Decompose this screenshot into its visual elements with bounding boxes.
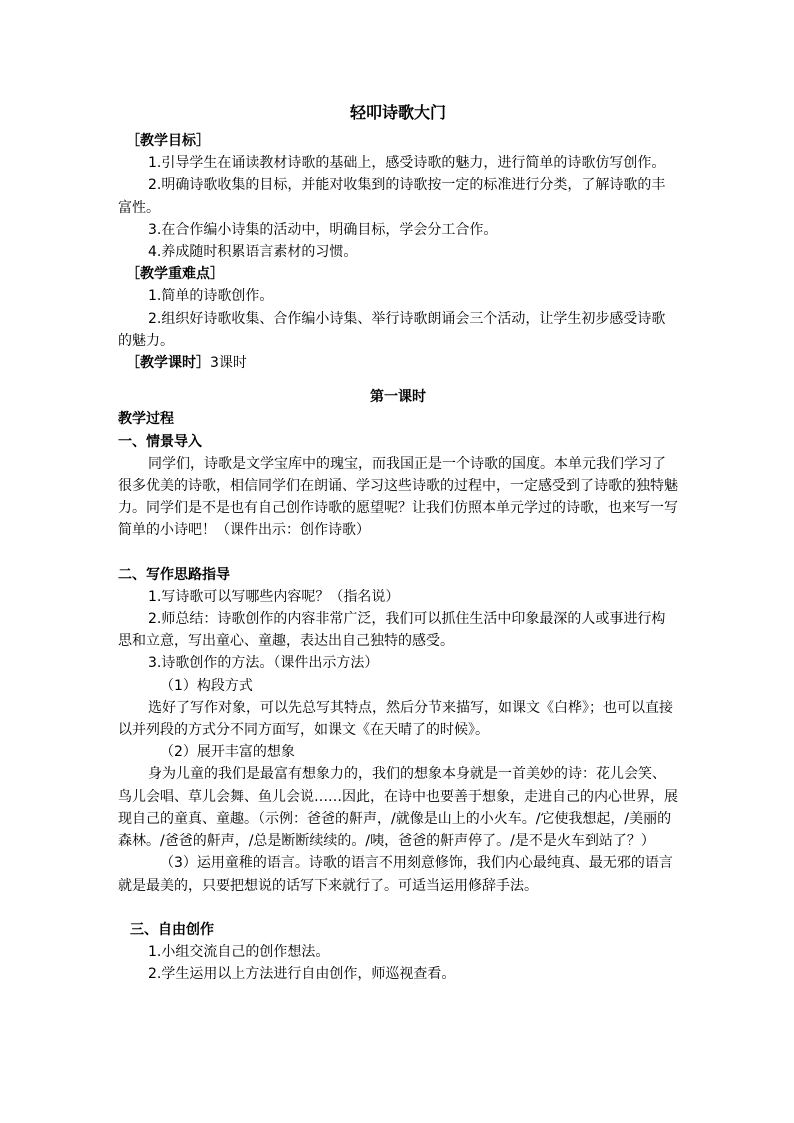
document-body: [118, 100, 678, 985]
objectives-heading: ［教学目标］: [126, 133, 210, 149]
method3-text: （3）运用童稚的语言。诗歌的语言不用刻意修饰，我们内心最纯真、最无邪的语言就是最美的，只要把想说的话写下来就行了。可适当运用修辞手法。: [118, 855, 673, 894]
section1-text: 同学们，诗歌是文学宝库中的瑰宝，而我国正是一个诗歌的国度。本单元我们学习了很多优美的诗歌，相信同学们在朗诵、学习这些诗歌的过程中，一定感受到了诗歌的独特魅力。同学们是不是也有自己创作诗歌的愿望呢？让我们仿照本单元学过的诗歌，也来写一写简单的小诗吧！（课件出示：创作诗歌）: [118, 455, 678, 539]
spacer: [118, 897, 678, 919]
hours-line: [118, 352, 678, 374]
lesson-title: 第一课时: [370, 389, 426, 406]
keypoint-item: 2.组织好诗歌收集、合作编小诗集、举行诗歌朗诵会三个活动，让学生初步感受诗歌的魅力。: [118, 310, 666, 349]
section2-q3: 3.诗歌创作的方法。（课件出示方法）: [148, 655, 379, 672]
section2-heading: 二、写作思路指导: [118, 566, 230, 583]
keypoints-heading: ［教学重难点］: [126, 266, 224, 283]
section3-item: 1.小组交流自己的创作想法。: [148, 943, 330, 960]
spacer: [118, 374, 678, 386]
method2-title: （2）展开丰富的想象: [160, 744, 295, 761]
section3-item: 2.学生运用以上方法进行自由创作，师巡视查看。: [148, 966, 456, 983]
section3-heading: 三、自由创作: [130, 921, 214, 938]
objective-item: 4.养成随时积累语言素材的习惯。: [148, 244, 358, 261]
section1-heading: 一、情景导入: [118, 433, 202, 450]
keypoint-item: 1.简单的诗歌创作。: [148, 288, 274, 305]
method2-text: 身为儿童的我们是最富有想象力的，我们的想象本身就是一首美妙的诗：花儿会笑、鸟儿会唱、草儿会舞、鱼儿会说……因此，在诗中也要善于想象，走进自己的内心世界，展现自己的童真、童趣。（示例：爸爸的鼾声，/就像是山上的小火车。/它使我想起，/美丽的森林。/爸爸的鼾声，/总是断断续续的。/咦，爸爸的鼾声停了。/是不是火车到站了？）: [118, 766, 678, 850]
method1-title: （1）构段方式: [160, 677, 253, 694]
section2-q1: 1.写诗歌可以写哪些内容呢？（指名说）: [148, 588, 400, 605]
objective-item: 3.在合作编小诗集的活动中，明确目标，学会分工合作。: [148, 221, 498, 238]
method1-text: 选好了写作对象，可以先总写其特点，然后分节来描写，如课文《白桦》；也可以直接以并列段的方式分不同方面写，如课文《在天晴了的时候》。: [118, 699, 673, 739]
hours-label: ［教学课时］: [126, 355, 210, 372]
document-title: 轻叩诗歌大门: [349, 103, 446, 122]
hours-value: 3课时: [210, 355, 247, 372]
process-heading: 教学过程: [118, 411, 174, 428]
section2-q2: 2.师总结：诗歌创作的内容非常广泛，我们可以抓住生活中印象最深的人或事进行构思和立意，写出童心、童趣，表达出自己独特的感受。: [118, 611, 666, 650]
objective-item: 1.引导学生在诵读教材诗歌的基础上，感受诗歌的魅力，进行简单的诗歌仿写创作。: [148, 155, 666, 172]
spacer: [118, 542, 678, 564]
objective-item: 2.明确诗歌收集的目标，并能对收集到的诗歌按一定的标准进行分类，了解诗歌的丰富性。: [118, 177, 666, 216]
